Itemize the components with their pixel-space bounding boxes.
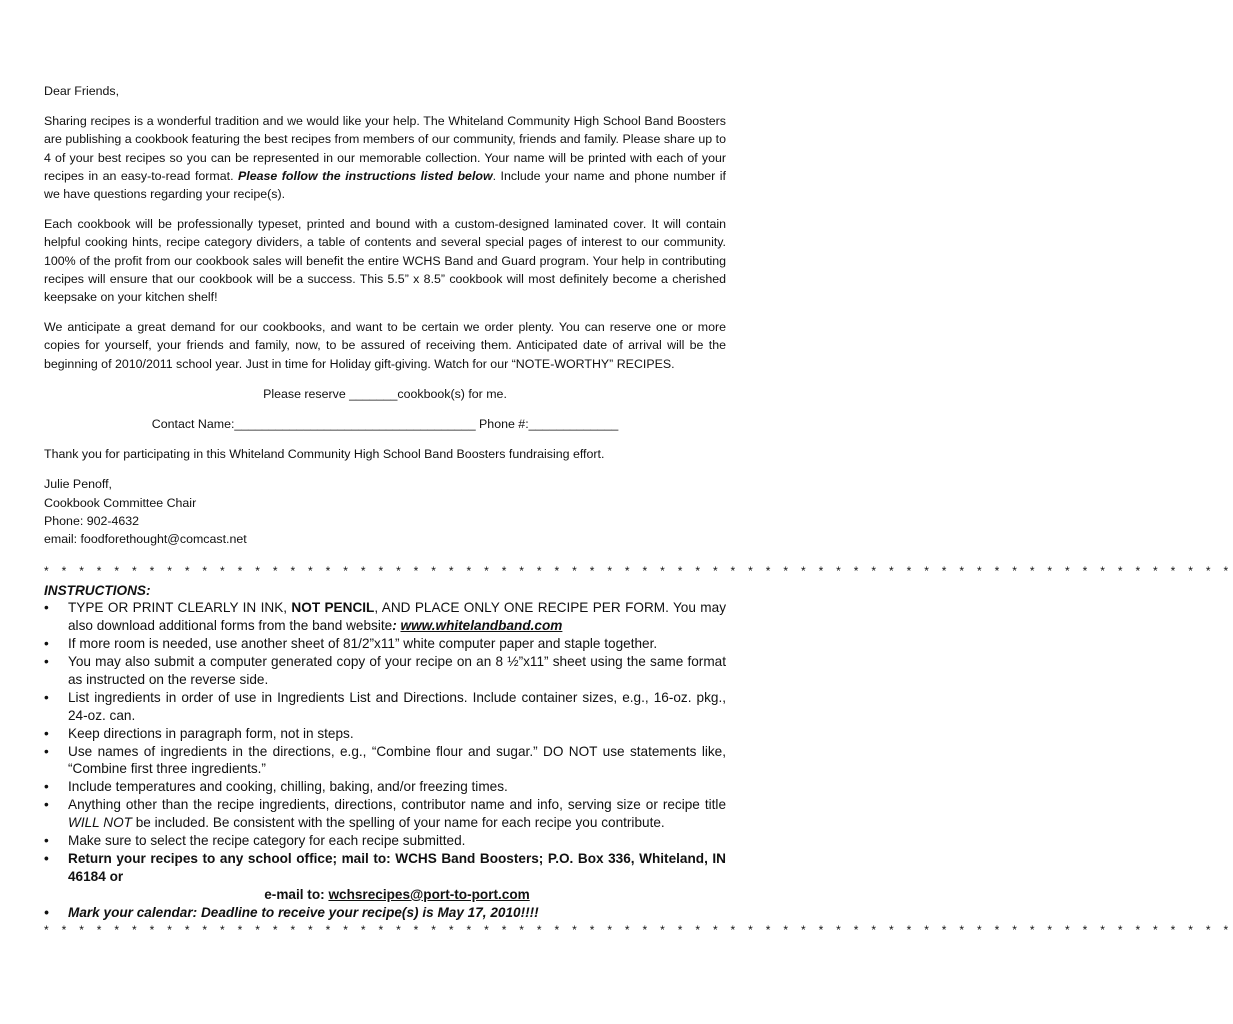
instructions-list xyxy=(44,599,726,921)
bullet-icon: • xyxy=(44,689,49,705)
instruction-item: • Use names of ingredients in the directions, e.g., “Combine flour and sugar.” DO NOT use statements like, “Combine first three ingredients.” xyxy=(44,743,726,777)
deadline-text: Mark your calendar: Deadline to receive your recipe(s) is May 17, 2010!!!! xyxy=(68,904,539,920)
thank-you-line: Thank you for participating in this Whiteland Community High School Band Boosters fundraising effort. xyxy=(44,447,605,462)
bullet-icon: • xyxy=(44,904,49,920)
instruction-item: • You may also submit a computer generated copy of your recipe on an 8 ½”x11” sheet using the same format as instructed on the reverse side. xyxy=(44,653,726,687)
letter-page xyxy=(44,82,1233,938)
bullet-icon: • xyxy=(44,636,49,652)
bullet-icon: • xyxy=(44,600,49,616)
follow-instructions-emphasis: Please follow the instructions listed below xyxy=(238,168,493,183)
instructions-title: INSTRUCTIONS: xyxy=(44,583,151,599)
star-divider-top: * * * * * * * * * * * * * * * * * * * * * * * * * * * * * * * * * * * * * * * * * * * * * * * * * * * * * * * * * * * * * * * * * * * * xyxy=(44,564,1233,579)
intro-text: Sharing recipes is a wonderful tradition and we would like your help. The Whiteland Community High School Band Boosters are publishing a cookbook featuring the best recipes from members of our community, friends and family. Please share up to 4 of your best recipes so you can be represented in our memorable collection. Your name will be printed with each of your recipes in an easy-to-read format. xyxy=(44,114,726,183)
band-website-link[interactable]: www.whitelandband.com xyxy=(400,618,563,634)
signature-phone: Phone: 902-4632 xyxy=(44,513,140,528)
bullet-icon: • xyxy=(44,797,49,813)
greeting: Dear Friends, xyxy=(44,84,120,98)
not-pencil-emphasis: NOT PENCIL xyxy=(291,600,375,616)
bullet-icon: • xyxy=(44,779,49,795)
signature-name: Julie Penoff, xyxy=(44,477,112,492)
contact-line: Contact Name:___________________________________ Phone #:_____________ xyxy=(151,417,619,432)
instruction-item: • List ingredients in order of use in Ingredients List and Directions. Include container sizes, e.g., 16-oz. pkg., 24-oz. can. xyxy=(44,689,726,723)
paragraph-reservation: We anticipate a great demand for our cookbooks, and want to be certain we order plenty. You can reserve one or more copies for yourself, your friends and family, now, to be assured of receiving them. Anticipated date of arrival will be the beginning of 2010/2011 school year. Just in time for Holiday gift-giving. Watch for our “NOTE-WORTHY” RECIPES. xyxy=(44,320,726,371)
instruction-item-mailing xyxy=(44,850,726,904)
instruction-item: • TYPE OR PRINT CLEARLY IN INK, NOT PENCIL, AND PLACE ONLY ONE RECIPE PER FORM. You may also download additional forms from the band website: www.whitelandband.com xyxy=(44,600,726,634)
paragraph-intro xyxy=(44,112,726,203)
signature-title: Cookbook Committee Chair xyxy=(44,495,197,510)
instruction-item: • If more room is needed, use another sheet of 81/2”x11” white computer paper and staple together. xyxy=(44,636,658,652)
bullet-icon: • xyxy=(44,725,49,741)
intro-text-end: . Include your name and phone number if we have questions regarding your recipe(s). xyxy=(44,168,726,202)
reserve-line: Please reserve _______cookbook(s) for me. xyxy=(263,386,507,401)
bullet-icon: • xyxy=(44,850,49,866)
instruction-item: • Keep directions in paragraph form, not in steps. xyxy=(44,725,354,741)
mailing-address: Return your recipes to any school office; mail to: WCHS Band Boosters; P.O. Box 336, Whiteland, IN 46184 or xyxy=(68,850,726,884)
will-not-emphasis: WILL NOT xyxy=(68,815,132,831)
bullet-icon: • xyxy=(44,743,49,759)
bullet-icon: • xyxy=(44,833,49,849)
signature-email: email: foodforethought@comcast.net xyxy=(44,532,247,547)
instruction-item-deadline xyxy=(44,904,726,922)
instruction-item: • Make sure to select the recipe category for each recipe submitted. xyxy=(44,833,466,849)
instruction-item: • Include temperatures and cooking, chilling, baking, and/or freezing times. xyxy=(44,779,508,795)
recipe-email-link[interactable]: wchsrecipes@port-to-port.com xyxy=(328,886,530,902)
email-line: e-mail to: wchsrecipes@port-to-port.com xyxy=(264,886,530,902)
bullet-icon: • xyxy=(44,653,49,669)
star-divider-bottom: * * * * * * * * * * * * * * * * * * * * * * * * * * * * * * * * * * * * * * * * * * * * * * * * * * * * * * * * * * * * * * * * * * * * xyxy=(44,922,1233,937)
paragraph-cookbook-details: Each cookbook will be professionally typeset, printed and bound with a custom-designed laminated cover. It will contain helpful cooking hints, recipe category dividers, a table of contents and several special pages of interest to our community. 100% of the profit from our cookbook sales will benefit the entire WCHS Band and Guard program. Your help in contributing recipes will ensure that our cookbook will be a success. This 5.5” x 8.5” cookbook will most definitely become a cherished keepsake on your kitchen shelf! xyxy=(44,217,726,305)
signature-block xyxy=(44,475,726,548)
instruction-item: • Anything other than the recipe ingredients, directions, contributor name and info, serving size or recipe title WILL NOT be included. Be consistent with the spelling of your name for each recipe you contribute. xyxy=(44,797,726,831)
